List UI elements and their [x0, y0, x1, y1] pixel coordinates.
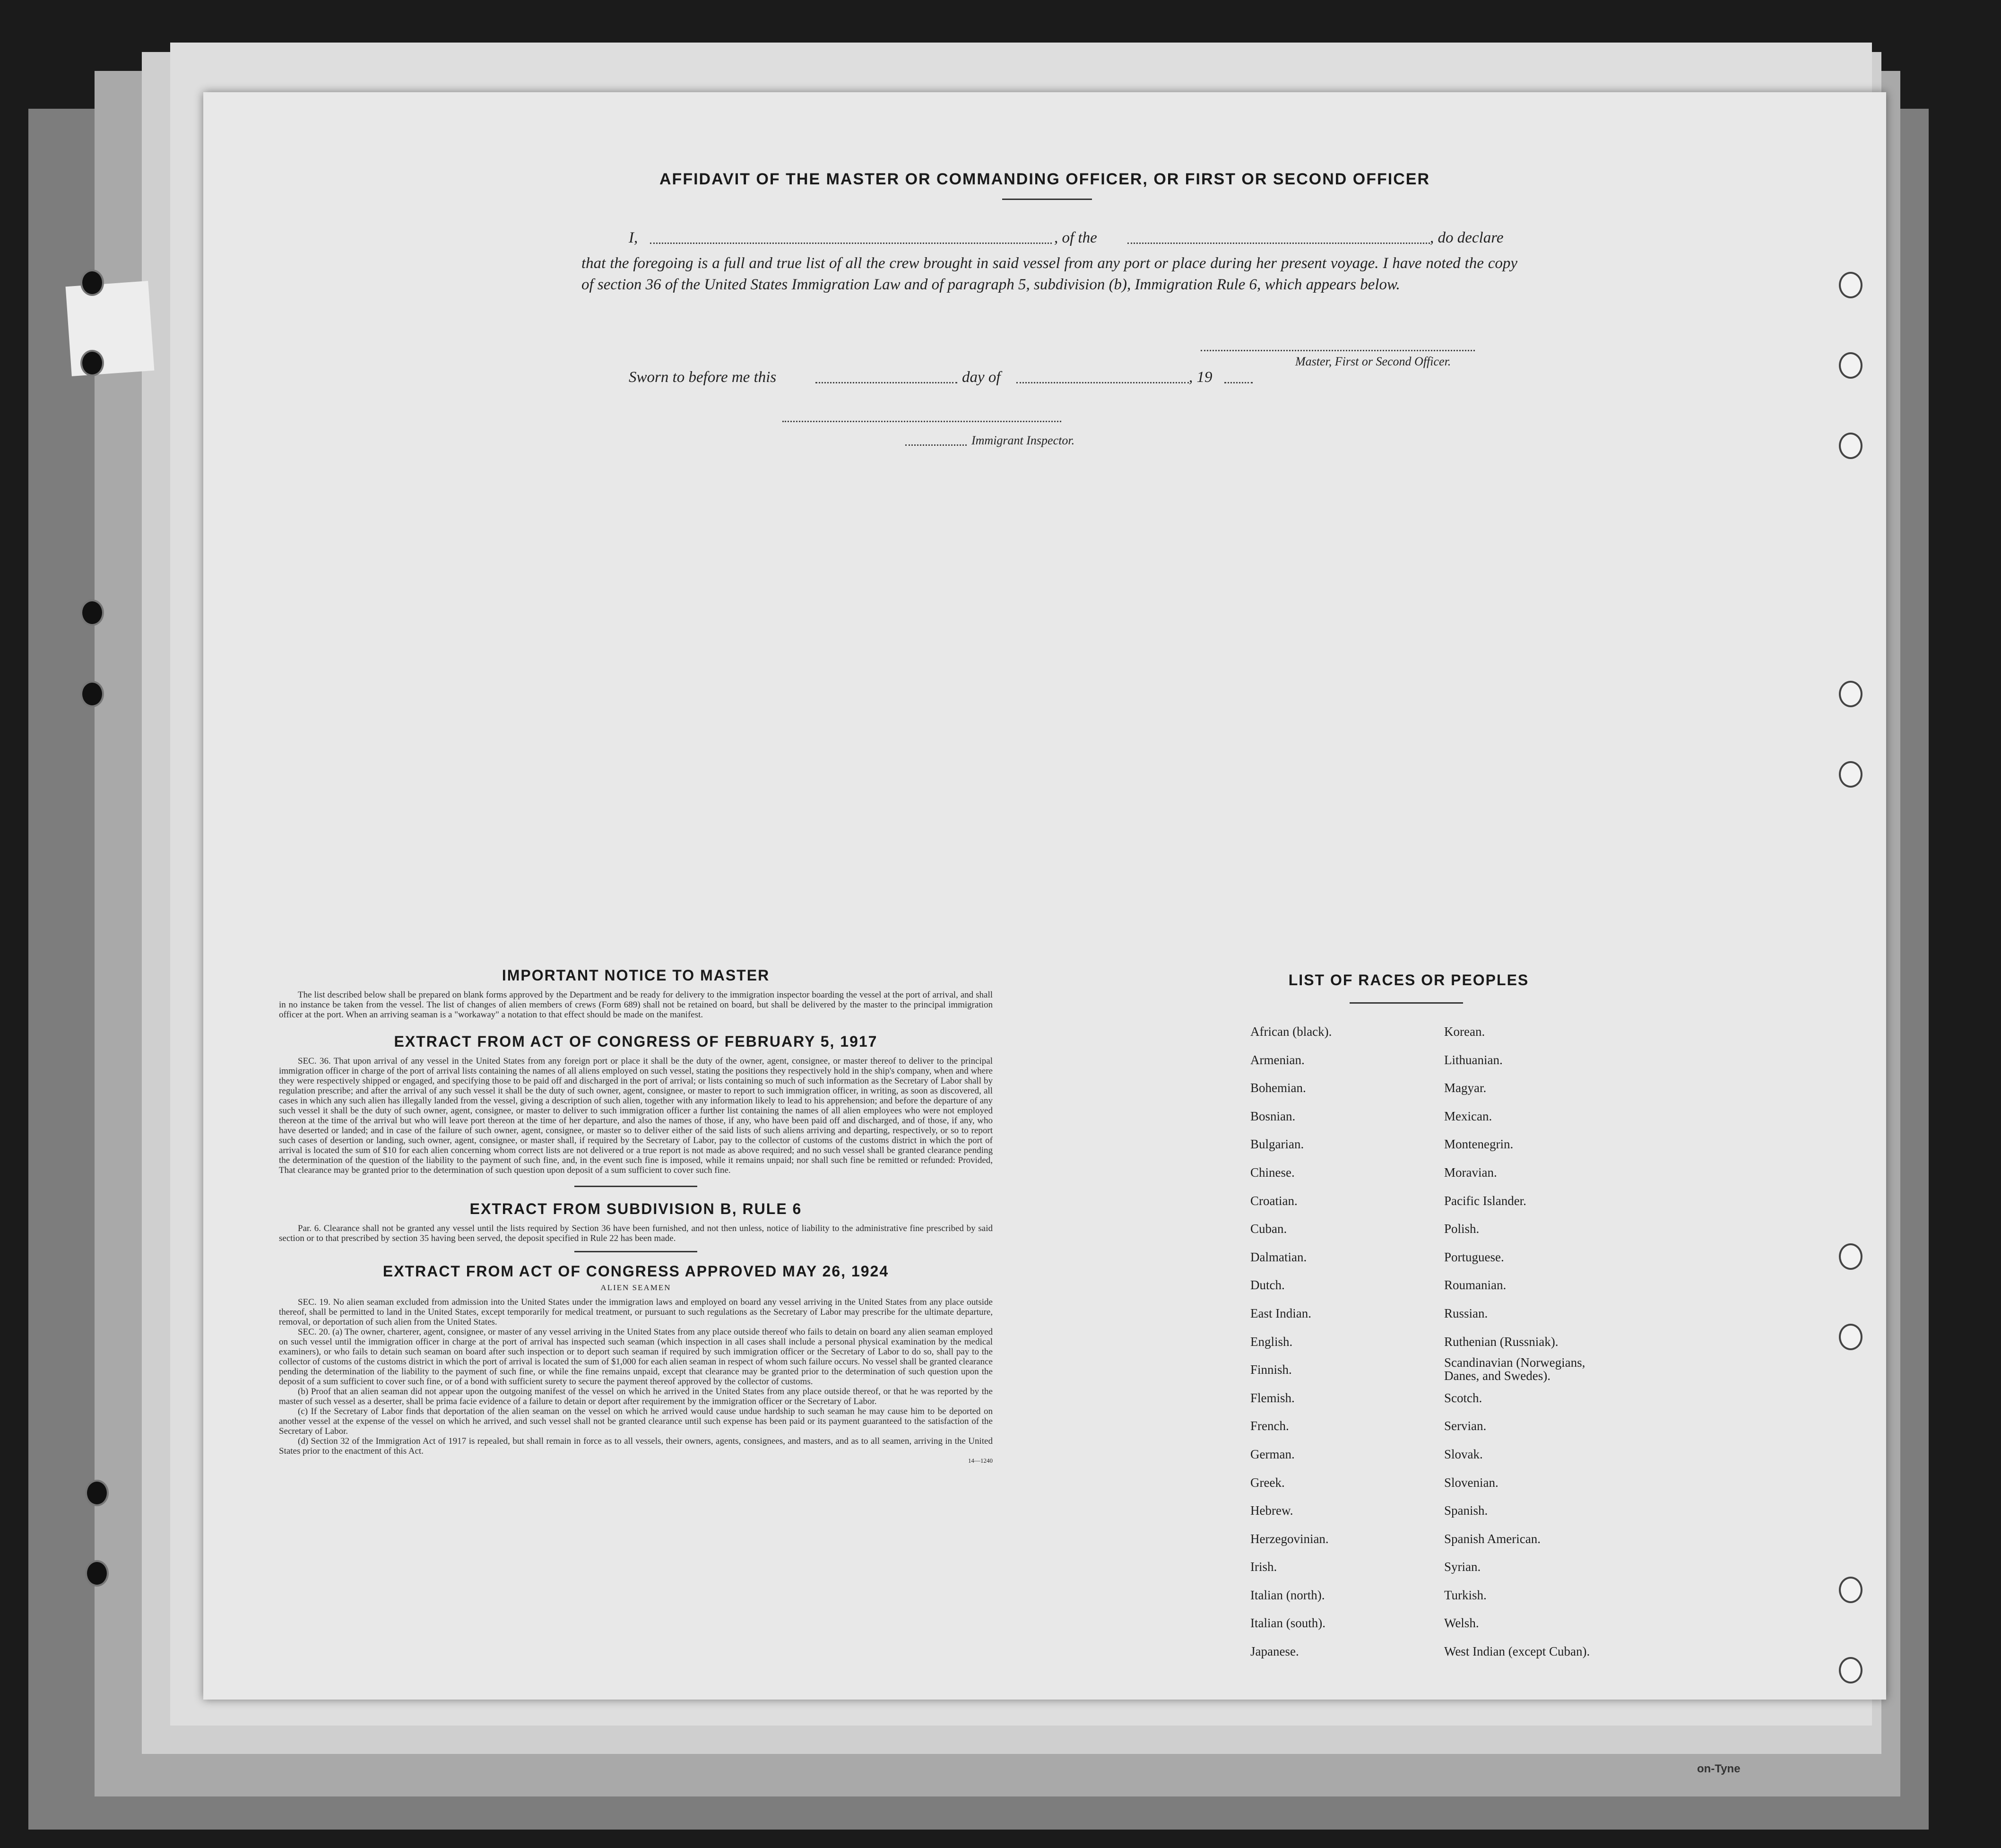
race-item: Polish.: [1444, 1222, 1480, 1236]
paper-tab: [66, 281, 155, 376]
race-item: Chinese.: [1250, 1165, 1295, 1180]
punch-hole: [1839, 1577, 1862, 1603]
affidavit-do-declare: , do declare: [1430, 229, 1504, 246]
extract-1917-title: EXTRACT FROM ACT OF CONGRESS OF FEBRUARY 5, 1917: [394, 1033, 878, 1050]
form-page: [203, 92, 1886, 1700]
binder-hole: [80, 681, 104, 707]
punch-hole: [1839, 272, 1862, 298]
affidavit-body: that the foregoing is a full and true list of all the crew brought in said vessel from any port or place during her present voyage. I have noted the copy of section 36 of the United States Immigration Law and of paragraph 5, subdivision (b), Immigration Rule 6, which appears below.: [581, 255, 1517, 293]
binder-hole: [85, 1480, 109, 1506]
race-item: Japanese.: [1250, 1644, 1299, 1659]
punch-hole: [1839, 1324, 1862, 1350]
race-item: Bohemian.: [1250, 1081, 1306, 1095]
edge-label: on-Tyne: [1697, 1762, 1741, 1775]
punch-hole: [1839, 681, 1862, 707]
races-right-column: [1444, 1018, 1643, 1666]
race-item: Herzegovinian.: [1250, 1531, 1329, 1546]
year-prefix: , 19: [1189, 369, 1213, 386]
race-item: Bulgarian.: [1250, 1137, 1304, 1152]
affidavit-i: I,: [629, 229, 638, 246]
vessel-field[interactable]: [1127, 243, 1430, 244]
sworn-prefix: Sworn to before me this: [629, 369, 777, 386]
race-item: Greek.: [1250, 1475, 1285, 1490]
race-item: Ruthenian (Russniak).: [1444, 1334, 1559, 1349]
punch-hole: [1839, 1243, 1862, 1270]
affidavit-of-the: , of the: [1054, 229, 1097, 246]
race-item: Scotch.: [1444, 1390, 1482, 1405]
races-title: LIST OF RACES OR PEOPLES: [1288, 972, 1529, 989]
race-item: English.: [1250, 1334, 1293, 1349]
extract-1917-text: SEC. 36. That upon arrival of any vessel in the United States from any foreign port or place it shall be the duty of the owner, agent, consignee, or master thereof to deliver to the principal immigration officer in charge of the port of arrival lists containing the names of all aliens employed on such vessel, stating the positions they respectively hold in the ship's company, when and where they were respectively shipped or engaged, and specifying those to be paid off and discharged in the port of arrival; or lists containing so much of such information as the Secretary of Labor shall by regulation prescribe; and after the arrival of any such vessel it shall be the duty of such owner, agent, consignee, or master to report to such immigration officer, in writing, as soon as discovered, all cases in which any such alien has illegally landed from the vessel, giving a description of such alien, together with any information likely to lead to his apprehension; and before the departure of any such vessel it shall be the duty of such owner, agent, consignee, or master to deliver to such immigration officer a further list containing the names of all alien employees who were not employed thereon at the time of the arrival but who will leave port thereon at the time of her departure, and also the names of those, if any, who have been paid off and discharged, and of those, if any, who have deserted or landed; and in case of the failure of such owner, agent, consignee, or master so to deliver either of the said lists of such aliens arriving and departing, respectively, or so to report such cases of desertion or landing, such owner, agent, consignee, or master shall, if required by the Secretary of Labor, pay to the collector of customs of the customs district in which the port of arrival is located the sum of $10 for each alien concerning whom correct lists are not delivered or a true report is not made as above required; and no such vessel shall be granted clearance pending the determination of the question of the liability to the payment of such fine, and, in the event such fine is imposed, while it remains unpaid; nor shall such fine be remitted or refunded: Provided, That clearance may be granted prior to the determination of such question upon deposit of a sum sufficient to cover such fine.: [279, 1056, 993, 1175]
race-item: Spanish.: [1444, 1503, 1488, 1518]
inspector-signature-line[interactable]: [782, 421, 1061, 422]
sworn-year-field[interactable]: [1224, 382, 1253, 383]
race-item: German.: [1250, 1447, 1295, 1461]
race-item: Cuban.: [1250, 1222, 1287, 1236]
race-item: Armenian.: [1250, 1052, 1305, 1067]
race-item: Welsh.: [1444, 1616, 1479, 1631]
legal-column: [279, 967, 993, 1465]
race-item: Korean.: [1444, 1024, 1485, 1039]
binder-hole: [80, 269, 104, 296]
notice-text: The list described below shall be prepared on blank forms approved by the Department and be ready for delivery to the immigration inspector boarding the vessel at the port of arrival, and shall in no instance be taken from the vessel. The list of changes of alien members of crews (Form 689) shall not be retained on board, but shall be delivered by the master to the principal immigration officer at the port. When an arriving seaman is a "workaway" a notation to that effect should be made on the manifest.: [279, 990, 993, 1020]
extract-1924-title: EXTRACT FROM ACT OF CONGRESS APPROVED MAY 26, 1924: [382, 1263, 889, 1280]
race-item: Syrian.: [1444, 1560, 1481, 1574]
race-item: Mexican.: [1444, 1109, 1492, 1123]
binder-hole: [85, 1560, 109, 1587]
race-item: French.: [1250, 1419, 1289, 1433]
race-item: Slovak.: [1444, 1447, 1483, 1461]
inspector-dots: [905, 444, 967, 446]
race-item: Scandinavian (Norwegians, Danes, and Swedes).: [1444, 1355, 1585, 1383]
race-item: Portuguese.: [1444, 1249, 1504, 1264]
name-field[interactable]: [650, 243, 1052, 244]
punch-hole: [1839, 761, 1862, 788]
race-item: Lithuanian.: [1444, 1052, 1503, 1067]
race-item: Spanish American.: [1444, 1531, 1541, 1546]
race-item: Dalmatian.: [1250, 1249, 1307, 1264]
master-signature-line[interactable]: [1201, 350, 1475, 351]
race-item: Montenegrin.: [1444, 1137, 1514, 1152]
race-item: Servian.: [1444, 1419, 1487, 1433]
binder-hole: [80, 599, 104, 626]
race-item: Dutch.: [1250, 1278, 1285, 1293]
affidavit-title: AFFIDAVIT OF THE MASTER OR COMMANDING OFFICER, OR FIRST OR SECOND OFFICER: [659, 170, 1430, 188]
rule6-title: EXTRACT FROM SUBDIVISION B, RULE 6: [469, 1200, 802, 1217]
race-item: East Indian.: [1250, 1306, 1311, 1320]
punch-hole: [1839, 1657, 1862, 1683]
races-left-column: [1250, 1018, 1430, 1666]
race-item: African (black).: [1250, 1024, 1332, 1039]
race-item: Turkish.: [1444, 1588, 1487, 1602]
race-item: Croatian.: [1250, 1193, 1298, 1208]
race-item: Moravian.: [1444, 1165, 1497, 1180]
race-item: Bosnian.: [1250, 1109, 1296, 1123]
punch-hole: [1839, 433, 1862, 459]
section-rule: [574, 1251, 697, 1252]
section-rule: [574, 1186, 697, 1187]
race-item: Slovenian.: [1444, 1475, 1499, 1490]
race-item: Magyar.: [1444, 1081, 1487, 1095]
race-item: Hebrew.: [1250, 1503, 1293, 1518]
race-item: Roumanian.: [1444, 1278, 1507, 1293]
race-item: Flemish.: [1250, 1390, 1295, 1405]
binder-hole: [80, 350, 104, 376]
race-item: Finnish.: [1250, 1362, 1292, 1377]
extract-1924-subtitle: ALIEN SEAMEN: [600, 1283, 671, 1292]
race-item: Pacific Islander.: [1444, 1193, 1526, 1208]
race-item: West Indian (except Cuban).: [1444, 1644, 1590, 1659]
race-item: Italian (north).: [1250, 1588, 1325, 1602]
punch-hole: [1839, 352, 1862, 379]
title-rule: [1002, 199, 1092, 200]
race-item: Russian.: [1444, 1306, 1488, 1320]
sworn-day-field[interactable]: [815, 382, 957, 383]
rule6-text: Par. 6. Clearance shall not be granted any vessel until the lists required by Section 36 have been furnished, and not then unless, notice of liability to the administrative fine prescribed by said section or to that prescribed by section 35 having been served, the deposit specified in Rule 22 has been made.: [279, 1223, 993, 1243]
race-item: Italian (south).: [1250, 1616, 1325, 1631]
master-signature-label: Master, First or Second Officer.: [1295, 355, 1451, 368]
notice-title: IMPORTANT NOTICE TO MASTER: [502, 967, 770, 984]
day-of: day of: [962, 369, 1001, 386]
inspector-label: Immigrant Inspector.: [971, 434, 1075, 447]
form-number: 14—1240: [968, 1457, 993, 1464]
sworn-month-field[interactable]: [1016, 382, 1189, 383]
extract-1924-text: SEC. 19. No alien seaman excluded from admission into the United States under the immigration laws and employed on board any vessel arriving in the United States from any place outside thereof, shall be permitted to land in the United States, except temporarily for medical treatment, or pursuant to such regulations as the Secretary of Labor may prescribe for the ultimate departure, removal, or deportation of such alien from the United States. SEC. 20. (a) The owner, charterer, agent, consignee, or master of any vessel arriving in the United States from any place outside thereof who fails to detain on board any alien seaman employed on such vessel until the immigration officer in charge at the port of arrival has inspected such seaman (which inspection in all cases shall include a personal physical examination by the medical examiners), or who fails to detain such seaman on board after such inspection or to deport such seaman if required by such immigration officer or the Secretary of Labor to do so, shall pay to the collector of customs of the customs district in which the port of arrival is located the sum of $1,000 for each alien seaman in respect of whom such failure occurs. No vessel shall be granted clearance pending the determination of the liability to the payment of such fine, or while the fine remains unpaid, except that clearance may be granted prior to the determination of such question upon the deposit of a sum sufficient to cover such fine, or of a bond with sufficient surety to secure the payment thereof approved by the collector of customs. (b) Proof that an alien seaman did not appear upon the outgoing manifest of the vessel on which he arrived in the United States from any place outside thereof, or that he was reported by the master of such vessel as a deserter, shall be prima facie evidence of a failure to detain or deport after requirement by the immigration officer or the Secretary of Labor. (c) If the Secretary of Labor finds that deportation of the alien seaman on the vessel on which he arrived would cause undue hardship to such seaman he may cause him to be deported on another vessel at the expense of the vessel on which he arrived, and such vessel shall not be granted clearance until such expense has been paid or its payment guaranteed to the satisfaction of the Secretary of Labor. (d) Section 32 of the Immigration Act of 1917 is repealed, but shall remain in force as to all vessels, their owners, agents, consignees, and masters, and as to all seamen, arriving in the United States prior to the enactment of this Act.: [279, 1297, 993, 1456]
races-rule: [1350, 1002, 1463, 1004]
race-item: Irish.: [1250, 1560, 1277, 1574]
